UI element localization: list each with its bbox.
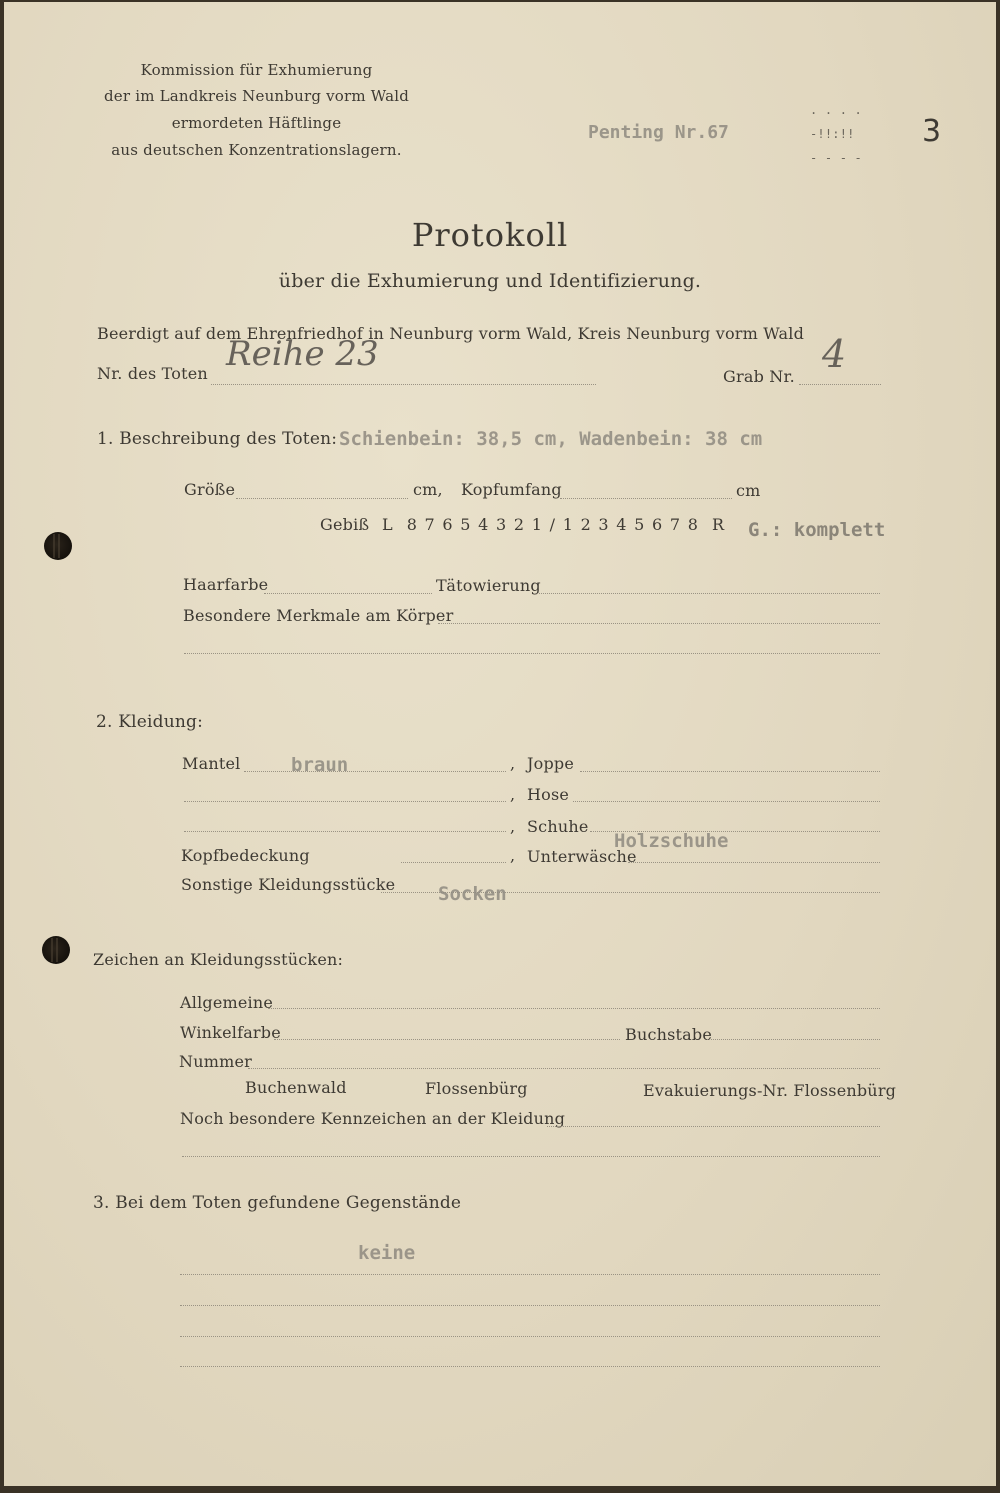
section1-heading: 1. Beschreibung des Toten: — [97, 429, 338, 449]
size-unit: cm, — [413, 480, 443, 499]
stamp-marks: . . . . -!!:!! - - - - — [810, 103, 862, 165]
general-line — [268, 1008, 880, 1009]
comma-3: , — [510, 817, 516, 836]
hat-label: Kopfbedeckung — [181, 846, 310, 865]
typed-reference: Penting Nr.67 — [588, 122, 729, 143]
dead-number-value: Reihe 23 — [226, 334, 379, 374]
jacket-label: Joppe — [527, 754, 574, 773]
punch-hole-top — [44, 532, 72, 560]
coat-value: braun — [291, 754, 349, 776]
other-marks-label: Noch besondere Kennzeichen an der Kleidung — [180, 1109, 566, 1128]
other-clothing-label: Sonstige Kleidungsstücke — [181, 875, 396, 894]
section2-heading: 2. Kleidung: — [96, 712, 204, 732]
tattoo-label: Tätowierung — [436, 576, 541, 595]
punch-hole-bottom — [42, 936, 70, 964]
general-label: Allgemeine — [180, 993, 274, 1012]
section1-typed-measurements: Schienbein: 38,5 cm, Wadenbein: 38 cm — [339, 428, 763, 450]
size-line — [236, 498, 408, 499]
marks-heading: Zeichen an Kleidungsstücken: — [93, 950, 344, 969]
column-flossenburg: Flossenbürg — [425, 1079, 528, 1098]
body-features-line — [438, 623, 880, 624]
winkel-color-label: Winkelfarbe — [180, 1023, 281, 1042]
section3-line-2 — [180, 1305, 880, 1306]
commission-line-1: Kommission für Exhumierung — [140, 61, 373, 79]
comma-2: , — [510, 785, 516, 804]
head-circumference-unit: cm — [736, 481, 761, 500]
commission-line-4: aus deutschen Konzentrationslagern. — [111, 141, 402, 159]
row2-left-line — [184, 801, 506, 802]
shoes-value: Holzschuhe — [614, 830, 729, 852]
hat-line — [401, 862, 506, 863]
section3-line-3 — [180, 1336, 880, 1337]
number-label: Nummer — [179, 1052, 252, 1071]
document-subtitle: über die Exhumierung und Identifizierung. — [278, 270, 702, 292]
head-circumference-line — [560, 498, 732, 499]
section3-heading: 3. Bei dem Toten gefundene Gegenstände — [93, 1193, 462, 1213]
teeth-scheme: L 8 7 6 5 4 3 2 1 / 1 2 3 4 5 6 7 8 R — [382, 515, 726, 534]
commission-line-3: ermordeten Häftlinge — [171, 114, 342, 132]
letter-label: Buchstabe — [625, 1025, 713, 1044]
tattoo-line — [535, 593, 880, 594]
column-evacuation: Evakuierungs-Nr. Flossenbürg — [643, 1081, 897, 1100]
grave-number-line — [799, 384, 881, 385]
coat-line — [244, 771, 506, 772]
other-marks-line — [547, 1126, 880, 1127]
page-number: 3 — [922, 114, 942, 149]
coat-label: Mantel — [182, 754, 241, 773]
hair-color-label: Haarfarbe — [183, 575, 269, 594]
teeth-typed-value: G.: komplett — [748, 519, 886, 541]
grave-number-value: 4 — [822, 332, 847, 376]
hair-color-line — [264, 593, 432, 594]
body-features-label: Besondere Merkmale am Körper — [183, 606, 454, 625]
dead-number-line — [211, 384, 596, 385]
trousers-label: Hose — [527, 785, 570, 804]
section3-line-4 — [180, 1366, 880, 1367]
jacket-line — [580, 771, 880, 772]
document-title: Protokoll — [411, 216, 569, 254]
commission-line-2: der im Landkreis Neunburg vorm Wald — [104, 87, 410, 105]
shoes-label: Schuhe — [527, 817, 589, 836]
section3-value: keine — [358, 1242, 416, 1264]
number-line — [248, 1068, 880, 1069]
comma-4: , — [510, 846, 516, 865]
letter-line — [707, 1039, 880, 1040]
column-buchenwald: Buchenwald — [245, 1078, 347, 1097]
section3-line-1 — [180, 1274, 880, 1275]
other-clothing-value: Socken — [438, 883, 507, 905]
other-marks-line-2 — [182, 1156, 880, 1157]
row3-left-line — [184, 831, 506, 832]
size-label: Größe — [184, 480, 236, 499]
trousers-line — [573, 801, 880, 802]
dead-number-label: Nr. des Toten — [97, 364, 208, 383]
grave-number-label: Grab Nr. — [723, 367, 795, 386]
underwear-line — [628, 862, 880, 863]
teeth-label: Gebiß — [320, 515, 370, 534]
comma-1: , — [510, 754, 516, 773]
winkel-color-line — [274, 1039, 620, 1040]
underwear-label: Unterwäsche — [527, 847, 637, 866]
document-page — [4, 2, 996, 1486]
burial-line: Beerdigt auf dem Ehrenfriedhof in Neunburg vorm Wald, Kreis Neunburg vorm Wald — [97, 324, 805, 343]
head-circumference-label: Kopfumfang — [461, 480, 562, 499]
body-features-line-2 — [184, 653, 880, 654]
